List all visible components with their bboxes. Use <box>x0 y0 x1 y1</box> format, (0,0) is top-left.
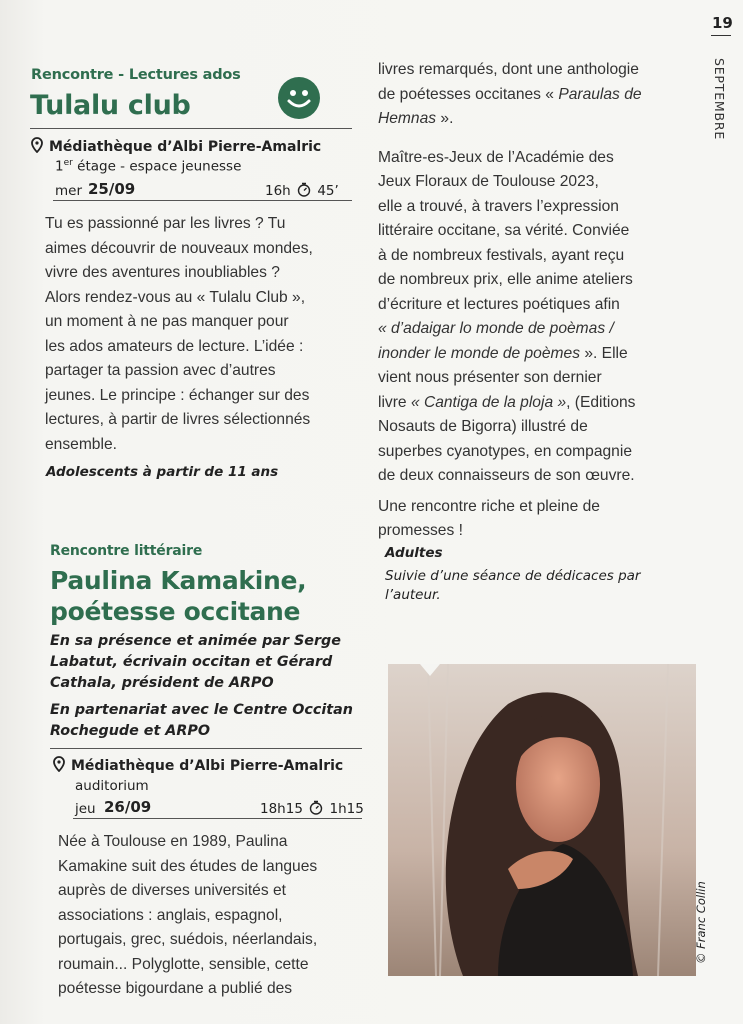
event2-venue-name: Médiathèque d’Albi Pierre-Amalric <box>71 758 344 774</box>
right-line: promesses ! <box>378 522 463 539</box>
right-line: d’écriture et lectures poétiques afin <box>378 295 620 313</box>
right-audience: Adultes <box>385 545 443 561</box>
right-line: de nombreux prix, elle anime ateliers <box>378 271 633 288</box>
event2-date: 26/09 <box>104 798 152 816</box>
right-signing-note <box>385 567 640 605</box>
event2-room: auditorium <box>75 778 149 794</box>
event1-line: aimes découvrir de nouveaux mondes, <box>45 239 313 257</box>
event2-top-rule <box>50 748 362 749</box>
photo-credit: © Franc Collin <box>694 881 708 964</box>
event2-bottom-rule <box>73 818 362 819</box>
location-pin-icon <box>53 756 65 772</box>
right-line: vient nous présenter son dernier <box>378 369 602 386</box>
right-line: livres remarqués, dont une anthologie <box>378 61 639 78</box>
right-line: Nosauts de Bigorra) illustré de <box>378 418 588 435</box>
event2-credit-line: En sa présence et animée par Serge <box>50 633 341 649</box>
event1-bottom-rule <box>53 200 352 201</box>
event2-title <box>50 565 306 627</box>
event1-line: Tu es passionné par les livres ? Tu <box>45 215 286 232</box>
signing-note-line: Suivie d’une séance de dédicaces par <box>385 568 641 584</box>
event1-floor-rest: étage - espace jeunesse <box>72 158 242 175</box>
event1-venue-name: Médiathèque d’Albi Pierre-Amalric <box>49 139 322 155</box>
event1-floor <box>55 158 241 175</box>
portrait-illustration <box>388 664 696 976</box>
event1-description <box>45 212 375 457</box>
location-pin-icon <box>31 137 43 153</box>
event1-floor-num: 1 <box>55 158 64 175</box>
event2-category: Rencontre littéraire <box>50 543 203 559</box>
event1-audience: Adolescents à partir de 11 ans <box>46 464 279 480</box>
event1-title: Tulalu club <box>30 90 191 121</box>
event1-floor-sup: er <box>63 158 73 168</box>
page-number: 19 <box>712 14 733 32</box>
event1-line: un moment à ne pas manquer pour <box>45 313 289 330</box>
event2-description <box>58 830 378 1002</box>
event1-date: 25/09 <box>88 180 136 198</box>
event1-line: Alors rendez-vous au « Tulalu Club », <box>45 288 306 306</box>
right-line: inonder le monde de poèmes ». Elle <box>378 344 628 362</box>
event1-time-block <box>265 182 339 199</box>
event2-line: associations : anglais, espagnol, <box>58 906 283 924</box>
right-line: littéraire occitane, sa vérité. Conviée <box>378 222 630 239</box>
right-line: Maître-es-Jeux de l’Académie des <box>378 148 614 166</box>
event2-venue <box>53 756 343 774</box>
right-line: Une rencontre riche et pleine de <box>378 497 600 515</box>
event1-top-rule <box>30 128 352 129</box>
signing-note-line: l’auteur. <box>385 587 441 603</box>
event2-credits <box>50 631 341 694</box>
event1-line: ensemble. <box>45 435 117 453</box>
event2-line: Née à Toulouse en 1989, Paulina <box>58 833 288 850</box>
month-label: SEPTEMBRE <box>712 58 727 141</box>
event2-time: 18h15 <box>260 801 303 817</box>
event1-line: vivre des aventures inoubliables ? <box>45 264 280 281</box>
right-line: de poétesses occitanes « Paraulas de <box>378 85 642 103</box>
event2-line: roumain... Polyglotte, sensible, cette <box>58 955 309 973</box>
event2-time-block <box>260 800 364 817</box>
event1-time: 16h <box>265 183 291 199</box>
event1-category: Rencontre - Lectures ados <box>31 67 241 83</box>
stopwatch-icon <box>309 800 323 815</box>
right-line: superbes cyanotypes, en compagnie <box>378 442 632 460</box>
right-column-text <box>378 58 698 544</box>
event2-credit-line: Labatut, écrivain occitan et Gérard <box>50 654 333 670</box>
event1-line: lectures, à partir de livres sélectionnés <box>45 411 311 428</box>
event2-credit-line: Cathala, président de ARPO <box>50 675 274 691</box>
photo-notch <box>420 664 440 676</box>
event2-day: jeu <box>75 801 96 817</box>
event2-line: portugais, grec, suédois, néerlandais, <box>58 931 318 948</box>
right-line: elle a trouvé, à travers l’expression <box>378 197 619 215</box>
smiley-icon <box>278 77 320 119</box>
event1-line: les ados amateurs de lecture. L’idée : <box>45 337 304 355</box>
author-photo <box>388 664 696 976</box>
event2-line: Kamakine suit des études de langues <box>58 857 318 875</box>
event2-duration: 1h15 <box>329 801 364 817</box>
right-line: Jeux Floraux de Toulouse 2023, <box>378 173 599 190</box>
right-line: de deux connaisseurs de son œuvre. <box>378 467 635 484</box>
event2-line: poétesse bigourdane a publié des <box>58 980 293 997</box>
right-line: livre « Cantiga de la ploja », (Editions <box>378 393 636 411</box>
right-line: à de nombreux festivals, ayant reçu <box>378 246 625 264</box>
event1-line: jeunes. Le principe : échanger sur des <box>45 386 310 404</box>
right-line: Hemnas ». <box>378 110 454 127</box>
event2-title-line2: poétesse occitane <box>50 597 301 626</box>
event1-day: mer <box>55 183 83 199</box>
event1-venue <box>31 137 321 155</box>
event2-title-line1: Paulina Kamakine, <box>50 566 307 595</box>
event1-line: partager ta passion avec d’autres <box>45 362 276 379</box>
event1-duration: 45’ <box>317 183 339 199</box>
event2-partner-line: En partenariat avec le Centre Occitan <box>50 702 353 718</box>
event2-line: auprès de diverses universités et <box>58 882 286 899</box>
page-number-rule <box>711 35 731 36</box>
event2-partner-line: Rochegude et ARPO <box>50 723 211 739</box>
right-line: « d’adaigar lo monde de poèmas / <box>378 320 614 337</box>
stopwatch-icon <box>297 182 311 197</box>
event2-partnership <box>50 700 353 742</box>
